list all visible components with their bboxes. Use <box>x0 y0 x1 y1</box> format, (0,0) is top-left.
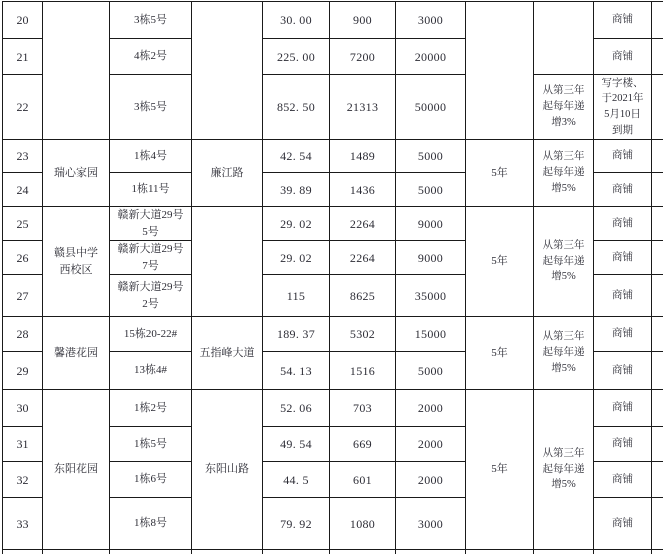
cell-row-no: 27 <box>3 275 43 317</box>
cell-empty <box>3 550 43 554</box>
cell-type: 商铺 <box>594 140 652 173</box>
cell-unit: 1栋8号 <box>110 498 192 550</box>
cell-unit: 13栋4# <box>110 352 192 390</box>
cell-cap: 5000 <box>396 140 466 173</box>
cell-type: 商铺 <box>594 317 652 352</box>
cell-monthly: 669 <box>330 427 396 462</box>
cell-type: 商铺 <box>594 39 652 75</box>
cell-monthly: 1080 <box>330 498 396 550</box>
cell-name: 东阳花园 <box>43 390 110 550</box>
table-row <box>3 390 663 427</box>
cell-road: 廉江路 <box>192 140 263 207</box>
cell-escalation: 从第三年起每年递增5% <box>534 140 594 207</box>
cell-unit: 赣新大道29号7号 <box>110 241 192 275</box>
cell-area: 30. 00 <box>263 2 330 39</box>
cell-next-column-cut <box>652 241 663 275</box>
table-row-partial <box>3 550 663 554</box>
cell-monthly: 2264 <box>330 207 396 241</box>
cell-empty <box>263 550 330 554</box>
cell-road: 东阳山路 <box>192 390 263 550</box>
cell-monthly: 7200 <box>330 39 396 75</box>
cell-unit: 3栋5号 <box>110 75 192 140</box>
cell-monthly: 601 <box>330 462 396 498</box>
cell-unit: 赣新大道29号2号 <box>110 275 192 317</box>
cell-monthly: 21313 <box>330 75 396 140</box>
cell-escalation: 从第三年起每年递增5% <box>534 207 594 317</box>
cell-empty <box>110 550 192 554</box>
cell-next-column-cut <box>652 173 663 207</box>
cell-area: 44. 5 <box>263 462 330 498</box>
cell-row-no: 30 <box>3 390 43 427</box>
cell-empty <box>192 550 263 554</box>
cell-term: 5年 <box>466 317 534 390</box>
cell-next-column-cut <box>652 427 663 462</box>
cell-next-column-cut <box>652 75 663 140</box>
cell-cap: 5000 <box>396 352 466 390</box>
cell-empty <box>534 550 594 554</box>
cell-term-empty <box>466 2 534 140</box>
cell-road-empty <box>192 207 263 317</box>
cell-type: 商铺 <box>594 352 652 390</box>
cell-cap: 3000 <box>396 2 466 39</box>
cell-road-empty <box>192 2 263 140</box>
cell-area: 225. 00 <box>263 39 330 75</box>
cell-next-column-cut <box>652 2 663 39</box>
cell-row-no: 20 <box>3 2 43 39</box>
cell-row-no: 32 <box>3 462 43 498</box>
cell-row-no: 22 <box>3 75 43 140</box>
cell-row-no: 25 <box>3 207 43 241</box>
cell-area: 115 <box>263 275 330 317</box>
cell-next-column-cut <box>652 39 663 75</box>
cell-escalation-empty <box>534 2 594 75</box>
cell-type: 商铺 <box>594 173 652 207</box>
cell-type: 商铺 <box>594 498 652 550</box>
cell-next-column-cut <box>652 462 663 498</box>
cell-row-no: 23 <box>3 140 43 173</box>
cell-cap: 2000 <box>396 427 466 462</box>
cell-monthly: 703 <box>330 390 396 427</box>
cell-type: 商铺 <box>594 275 652 317</box>
cell-type: 商铺 <box>594 427 652 462</box>
cell-term: 5年 <box>466 390 534 550</box>
cell-cap: 9000 <box>396 207 466 241</box>
cell-next-column-cut <box>652 275 663 317</box>
cell-term: 5年 <box>466 140 534 207</box>
cell-empty <box>466 550 534 554</box>
cell-cap: 5000 <box>396 173 466 207</box>
cell-type: 商铺 <box>594 390 652 427</box>
cell-area: 29. 02 <box>263 207 330 241</box>
cell-area: 49. 54 <box>263 427 330 462</box>
table-row <box>3 317 663 352</box>
cell-type: 商铺 <box>594 207 652 241</box>
cell-type: 写字楼、于2021年5月10日到期 <box>594 75 652 140</box>
cell-cap: 20000 <box>396 39 466 75</box>
cell-area: 52. 06 <box>263 390 330 427</box>
cell-cap: 35000 <box>396 275 466 317</box>
cell-type: 商铺 <box>594 462 652 498</box>
cell-row-no: 28 <box>3 317 43 352</box>
cell-area: 189. 37 <box>263 317 330 352</box>
table-row <box>3 2 663 39</box>
cell-unit: 15栋20-22# <box>110 317 192 352</box>
cell-next-column-cut <box>652 207 663 241</box>
cell-cap: 3000 <box>396 498 466 550</box>
cell-cap: 9000 <box>396 241 466 275</box>
cell-empty <box>330 550 396 554</box>
cell-type: 商铺 <box>594 2 652 39</box>
cell-next-column-cut <box>652 390 663 427</box>
cell-area: 852. 50 <box>263 75 330 140</box>
cell-row-no: 21 <box>3 39 43 75</box>
cell-escalation: 从第三年起每年递增3% <box>534 75 594 140</box>
cell-row-no: 26 <box>3 241 43 275</box>
cell-unit: 赣新大道29号5号 <box>110 207 192 241</box>
cell-next-column-cut <box>652 140 663 173</box>
cell-cap: 15000 <box>396 317 466 352</box>
cell-unit: 1栋2号 <box>110 390 192 427</box>
cell-name: 馨港花园 <box>43 317 110 390</box>
cell-row-no: 33 <box>3 498 43 550</box>
cell-monthly: 5302 <box>330 317 396 352</box>
table-row <box>3 140 663 173</box>
cell-area: 39. 89 <box>263 173 330 207</box>
cell-name: 赣县中学西校区 <box>43 207 110 317</box>
cell-unit: 3栋5号 <box>110 2 192 39</box>
cell-next-column-cut <box>652 550 663 554</box>
cell-unit: 1栋4号 <box>110 140 192 173</box>
cell-empty <box>594 550 652 554</box>
cell-next-column-cut <box>652 317 663 352</box>
cell-term: 5年 <box>466 207 534 317</box>
lease-table <box>2 1 663 554</box>
cell-escalation: 从第三年起每年递增5% <box>534 317 594 390</box>
cell-next-column-cut <box>652 498 663 550</box>
cell-empty <box>43 550 110 554</box>
cell-cap: 2000 <box>396 390 466 427</box>
cell-monthly: 1436 <box>330 173 396 207</box>
cell-area: 29. 02 <box>263 241 330 275</box>
cell-area: 79. 92 <box>263 498 330 550</box>
cell-row-no: 29 <box>3 352 43 390</box>
cell-cap: 50000 <box>396 75 466 140</box>
cell-road: 五指峰大道 <box>192 317 263 390</box>
cell-type: 商铺 <box>594 241 652 275</box>
cell-row-no: 24 <box>3 173 43 207</box>
cell-monthly: 1489 <box>330 140 396 173</box>
cell-empty <box>396 550 466 554</box>
cell-monthly: 8625 <box>330 275 396 317</box>
cell-next-column-cut <box>652 352 663 390</box>
cell-cap: 2000 <box>396 462 466 498</box>
cell-unit: 1栋11号 <box>110 173 192 207</box>
cell-unit: 1栋5号 <box>110 427 192 462</box>
cell-monthly: 900 <box>330 2 396 39</box>
cell-monthly: 1516 <box>330 352 396 390</box>
table-row <box>3 207 663 241</box>
cell-monthly: 2264 <box>330 241 396 275</box>
cell-unit: 4栋2号 <box>110 39 192 75</box>
cell-unit: 1栋6号 <box>110 462 192 498</box>
cell-name: 瑞心家园 <box>43 140 110 207</box>
cell-area: 54. 13 <box>263 352 330 390</box>
cell-name-empty <box>43 2 110 140</box>
cell-escalation: 从第三年起每年递增5% <box>534 390 594 550</box>
cell-row-no: 31 <box>3 427 43 462</box>
cell-area: 42. 54 <box>263 140 330 173</box>
